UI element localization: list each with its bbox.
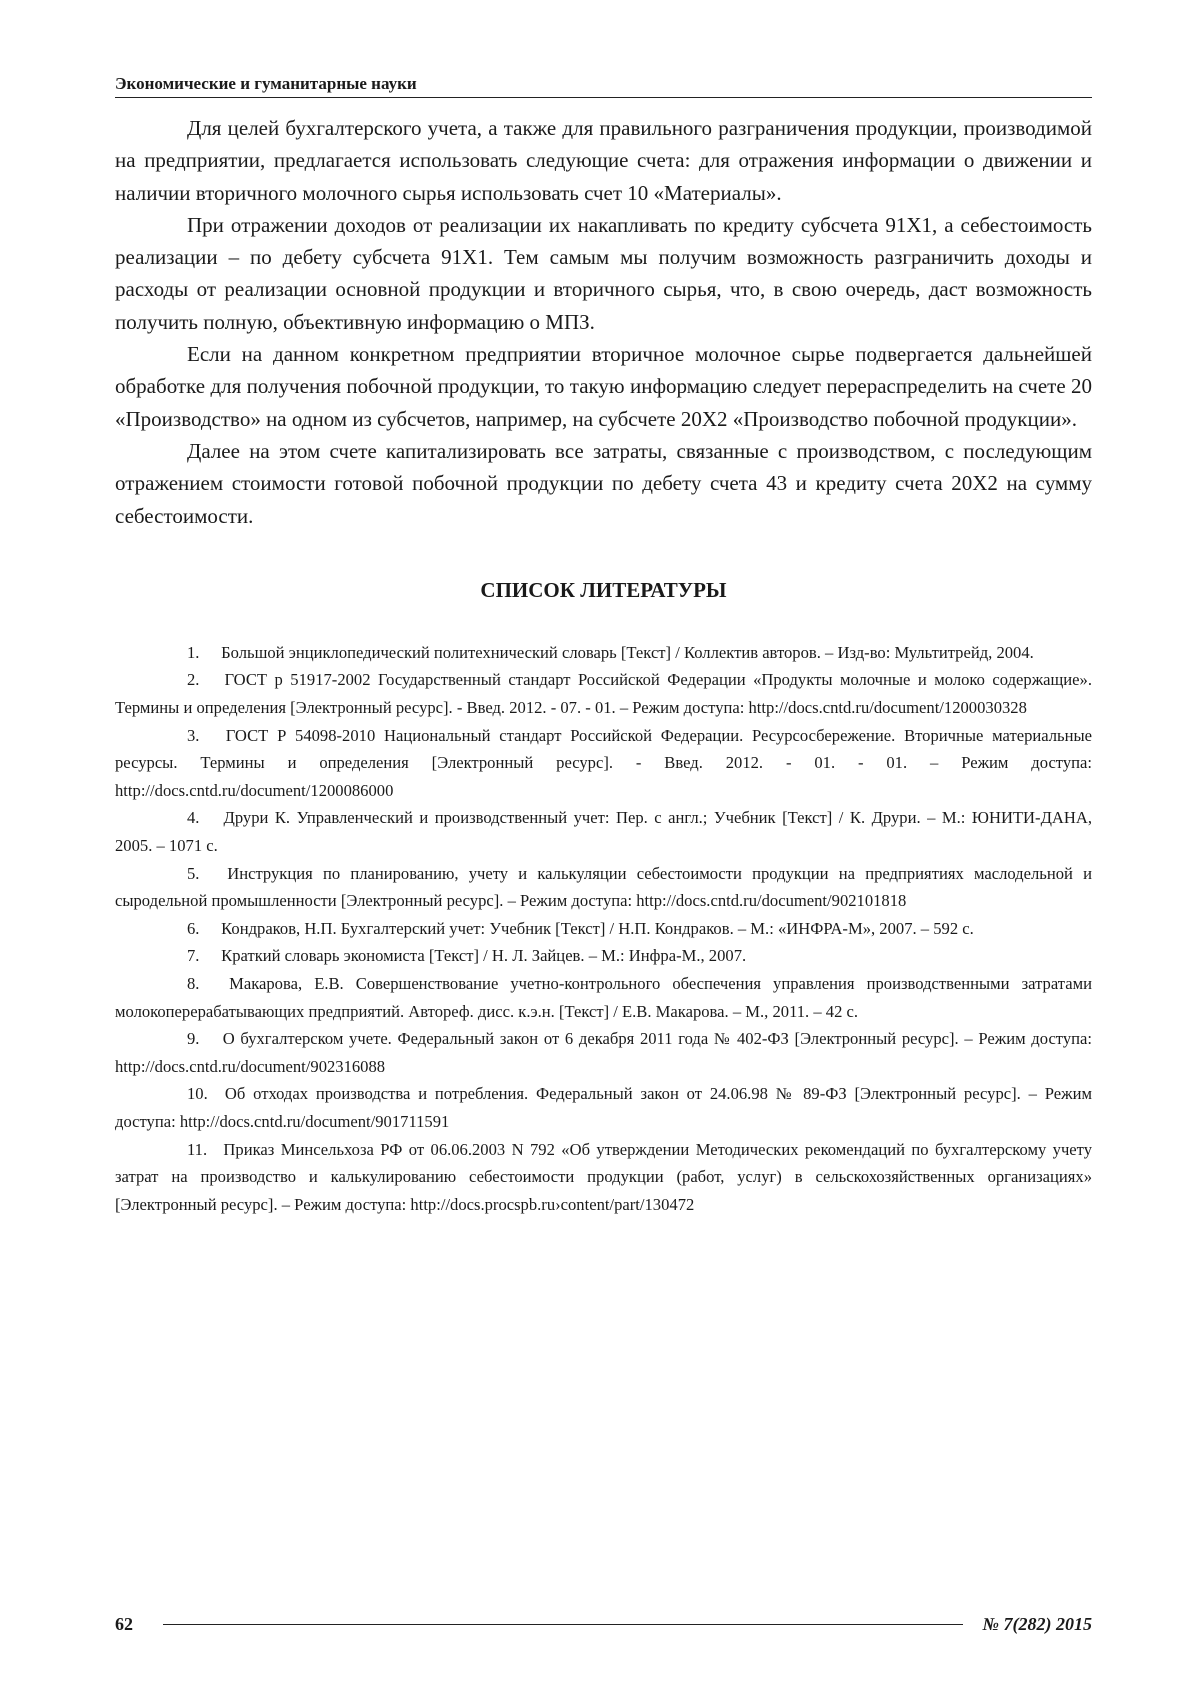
reference-text: Инструкция по планированию, учету и калькуляции себестоимости продукции на предприятиях маслодельной и сыродельной промышленности [Электронный ресурс]. – Режим доступа: http://docs.cntd.ru/document/902101818 (115, 864, 1092, 911)
article-body (115, 112, 1092, 1218)
reference-item (115, 942, 1092, 970)
reference-number: 11. (187, 1136, 217, 1164)
reference-text: Друри К. Управленческий и производственный учет: Пер. с англ.; Учебник [Текст] / К. Друри. – М.: ЮНИТИ-ДАНА, 2005. – 1071 с. (115, 808, 1092, 855)
reference-number: 8. (187, 970, 217, 998)
reference-text: ГОСТ Р 54098-2010 Национальный стандарт Российской Федерации. Ресурсосбережение. Вторичные материальные ресурсы. Термины и определения [Электронный ресурс]. - Введ. 2012. - 01. - 01. – Режим доступа: http://docs.cntd.ru/document/1200086000 (115, 726, 1092, 800)
reference-text: Макарова, Е.В. Совершенствование учетно-контрольного обеспечения управления производственными затратами молокоперерабатывающих предприятий. Автореф. дисс. к.э.н. [Текст] / Е.В. Макарова. – М., 2011. – 42 с. (115, 974, 1092, 1021)
reference-item (115, 915, 1092, 943)
reference-text: О бухгалтерском учете. Федеральный закон от 6 декабря 2011 года № 402-ФЗ [Электронный ресурс]. – Режим доступа: http://docs.cntd.ru/document/902316088 (115, 1029, 1092, 1076)
reference-number: 4. (187, 804, 217, 832)
references-list (115, 639, 1092, 1218)
reference-text: Краткий словарь экономиста [Текст] / Н. Л. Зайцев. – М.: Инфра-М., 2007. (221, 946, 746, 965)
reference-number: 9. (187, 1025, 217, 1053)
reference-item (115, 666, 1092, 721)
reference-item (115, 639, 1092, 667)
reference-number: 10. (187, 1080, 217, 1108)
reference-text: Об отходах производства и потребления. Федеральный закон от 24.06.98 № 89-ФЗ [Электронный ресурс]. – Режим доступа: http://docs.cntd.ru/document/901711591 (115, 1084, 1092, 1131)
reference-number: 2. (187, 666, 217, 694)
page-footer (115, 1614, 1092, 1635)
reference-text: ГОСТ р 51917-2002 Государственный стандарт Российской Федерации «Продукты молочные и молоко содержащие». Термины и определения [Электронный ресурс]. - Введ. 2012. - 07. - 01. – Режим доступа: http://docs.cntd.ru/document/1200030328 (115, 670, 1092, 717)
issue-number: № 7(282) 2015 (983, 1614, 1092, 1635)
reference-number: 5. (187, 860, 217, 888)
reference-item (115, 1025, 1092, 1080)
footer-divider (163, 1624, 963, 1626)
references-heading: СПИСОК ЛИТЕРАТУРЫ (115, 578, 1092, 603)
reference-number: 3. (187, 722, 217, 750)
page-number: 62 (115, 1614, 133, 1635)
paragraph: При отражении доходов от реализации их накапливать по кредиту субсчета 91Х1, а себестоимость реализации – по дебету субсчета 91Х1. Тем самым мы получим возможность разграничить доходы и расходы от реализации основной продукции и вторичного сырья, что, в свою очередь, даст возможность получить полную, объективную информацию о МПЗ. (115, 209, 1092, 338)
reference-item (115, 1080, 1092, 1135)
reference-number: 1. (187, 639, 217, 667)
reference-number: 6. (187, 915, 217, 943)
paragraph: Если на данном конкретном предприятии вторичное молочное сырье подвергается дальнейшей обработке для получения побочной продукции, то такую информацию следует перераспределить на счете 20 «Производство» на одном из субсчетов, например, на субсчете 20Х2 «Производство побочной продукции». (115, 338, 1092, 435)
reference-item (115, 1136, 1092, 1219)
reference-item (115, 860, 1092, 915)
reference-number: 7. (187, 942, 217, 970)
reference-item (115, 804, 1092, 859)
reference-text: Кондраков, Н.П. Бухгалтерский учет: Учебник [Текст] / Н.П. Кондраков. – М.: «ИНФРА-М», 2007. – 592 с. (221, 919, 974, 938)
running-header: Экономические и гуманитарные науки (115, 74, 1092, 98)
reference-text: Приказ Минсельхоза РФ от 06.06.2003 N 792 «Об утверждении Методических рекомендаций по бухгалтерскому учету затрат на производство и калькулированию себестоимости продукции (работ, услуг) в сельскохозяйственных организациях» [Электронный ресурс]. – Режим доступа: http://docs.procspb.ru›content/part/130472 (115, 1140, 1092, 1214)
reference-text: Большой энциклопедический политехнический словарь [Текст] / Коллектив авторов. – Изд-во: Мультитрейд, 2004. (221, 643, 1034, 662)
reference-item (115, 722, 1092, 805)
paragraph: Для целей бухгалтерского учета, а также для правильного разграничения продукции, производимой на предприятии, предлагается использовать следующие счета: для отражения информации о движении и наличии вторичного молочного сырья использовать счет 10 «Материалы». (115, 112, 1092, 209)
paragraph: Далее на этом счете капитализировать все затраты, связанные с производством, с последующим отражением стоимости готовой побочной продукции по дебету счета 43 и кредиту счета 20Х2 на сумму себестоимости. (115, 435, 1092, 532)
reference-item (115, 970, 1092, 1025)
